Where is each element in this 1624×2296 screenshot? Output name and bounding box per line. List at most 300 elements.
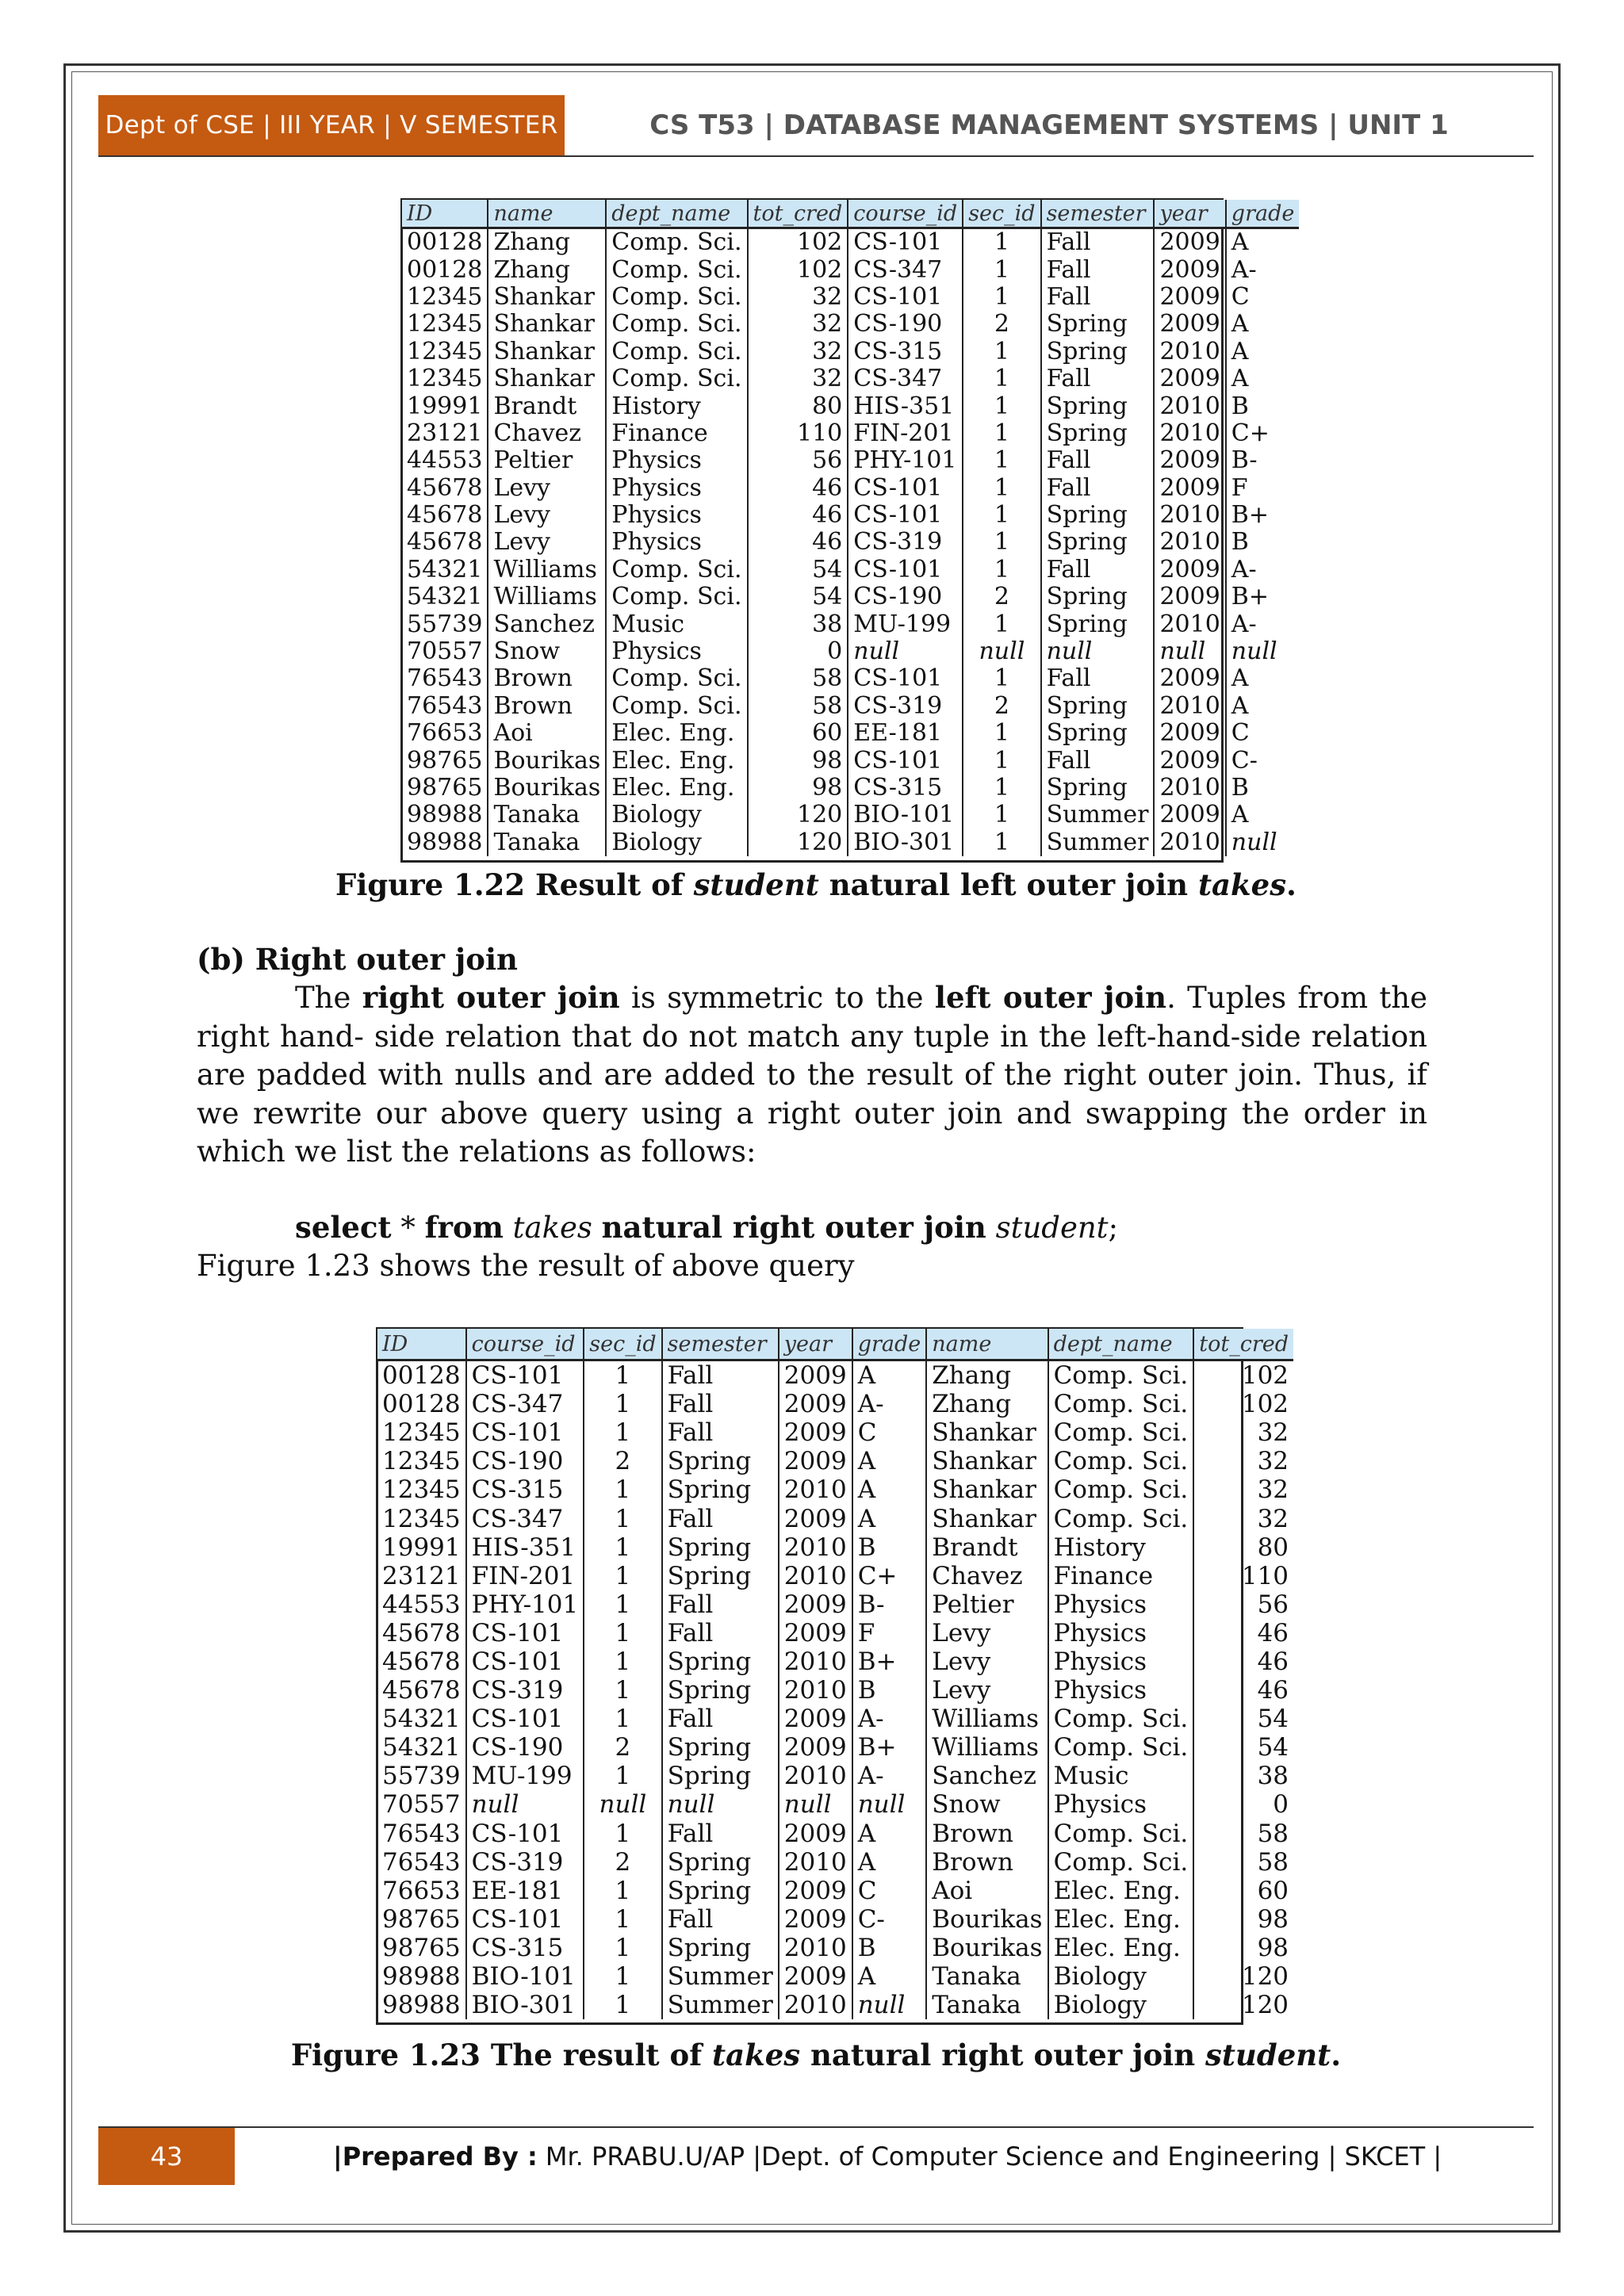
table-cell: 60 [748,720,848,747]
table-cell: 2010 [779,1991,852,2019]
table-cell: Aoi [488,720,606,747]
table-cell: Elec. Eng. [1048,1934,1194,1962]
table-cell: 1 [963,665,1040,692]
table-cell: Elec. Eng. [606,747,747,774]
footer-prepared-rest: Mr. PRABU.U/AP |Dept. of Computer Science and Engineering | SKCET | [545,2141,1442,2172]
table-cell: Brown [488,665,606,692]
table-cell: A [852,1820,927,1848]
table-cell: Shankar [488,311,606,338]
table-cell: null [963,638,1040,665]
table-cell: Spring [662,1848,779,1877]
table-cell: C+ [1231,419,1270,447]
table-cell: Tanaka [926,1991,1048,2019]
table-cell: A- [852,1762,927,1790]
table-cell: Chavez [488,420,606,447]
table-cell: CS-101 [848,747,963,774]
table-cell: Elec. Eng. [606,720,747,747]
table-cell: Spring [1041,775,1155,802]
table-row [377,1562,1293,1590]
table-cell: 1 [963,339,1040,365]
table-cell: Shankar [926,1475,1048,1504]
table-cell: 110 [748,420,848,447]
table-cell: 1 [584,1619,661,1647]
table-cell: 1 [963,747,1040,774]
table-cell: CS-101 [848,475,963,502]
table-row [377,1390,1293,1418]
table-cell: 1 [584,1762,661,1790]
table-cell: History [606,392,747,419]
table-cell: Levy [926,1619,1048,1647]
table-cell: Physics [1048,1619,1194,1647]
table-row [402,392,1299,419]
table-cell: BIO-301 [466,1991,584,2019]
table-cell: Fall [1041,557,1155,584]
table-cell: 98 [748,747,848,774]
table-cell: A [852,1962,927,1991]
table-cell: 1 [963,475,1040,502]
table-cell: 1 [963,829,1040,856]
table-cell: 12345 [402,365,488,392]
table-cell: 102 [1241,1361,1289,1391]
table-cell: 1 [963,557,1040,584]
column-header: semester [1041,200,1155,228]
table-row [402,557,1299,584]
table-row [377,1934,1293,1962]
table-cell: 44553 [402,447,488,474]
table-cell: CS-347 [848,256,963,283]
column-header: semester [662,1329,779,1360]
table-cell: 2010 [1154,392,1225,419]
table-cell: A [1231,228,1249,257]
table-cell: null [1231,637,1277,666]
table-cell: 102 [748,256,848,283]
table-cell: 98 [1257,1933,1289,1962]
table-cell: 1 [584,1390,661,1418]
table-cell: Spring [1041,529,1155,556]
table-cell: CS-101 [466,1619,584,1647]
table-row [377,1360,1293,1391]
table-cell: Brown [926,1848,1048,1877]
table-cell: Bourikas [926,1934,1048,1962]
table-cell: CS-319 [848,529,963,556]
table-cell: 98765 [377,1905,466,1934]
table-cell: 2009 [1154,584,1225,610]
table-cell: Spring [662,1733,779,1762]
table-cell: 1 [963,610,1040,637]
para-right-outer-join: right outer join [362,980,620,1015]
table-row [402,339,1299,365]
table-cell: 19991 [402,392,488,419]
table-row [402,747,1299,774]
caption2-relation-takes: takes [712,2038,801,2072]
table-cell: 2009 [1154,557,1225,584]
table-cell: CS-101 [466,1820,584,1848]
table-cell: Levy [926,1676,1048,1705]
table-cell: B [1231,528,1249,557]
column-header: year [779,1329,852,1360]
table-cell: EE-181 [466,1877,584,1905]
table-cell: Fall [662,1504,779,1533]
table-cell: 12345 [402,311,488,338]
table-cell: A- [1231,255,1257,284]
table-cell: Shankar [926,1504,1048,1533]
table-row [377,1733,1293,1762]
table-cell: Shankar [926,1418,1048,1447]
table-cell: 2009 [779,1390,852,1418]
table-cell: 32 [1257,1447,1289,1476]
table-cell: Spring [1041,392,1155,419]
table-cell: 2010 [779,1533,852,1562]
table-cell: Tanaka [488,829,606,856]
sql-star: * [391,1211,425,1245]
table-cell: 55739 [377,1762,466,1790]
table-cell: 1 [584,1676,661,1705]
table-cell: CS-319 [466,1676,584,1705]
table-cell: Peltier [926,1590,1048,1619]
sql-student: student [986,1211,1109,1245]
table-cell: 76543 [402,693,488,720]
table-cell: Zhang [926,1390,1048,1418]
table-cell: 1 [584,1562,661,1590]
table-cell: 32 [1257,1504,1289,1533]
table-cell: Zhang [488,228,606,257]
table-cell: Zhang [926,1360,1048,1391]
table-cell: 00128 [377,1360,466,1391]
table-cell: Comp. Sci. [1048,1820,1194,1848]
table-cell: 54321 [377,1705,466,1733]
table-row [377,1877,1293,1905]
table-cell: C [852,1418,927,1447]
table-cell: Levy [488,529,606,556]
table-cell: History [1048,1533,1194,1562]
table-cell: FIN-201 [466,1562,584,1590]
table-cell: B [852,1676,927,1705]
table-row [377,1762,1293,1790]
table-cell: 98 [748,775,848,802]
table-cell: null [1041,638,1155,665]
table-cell: 2010 [1154,420,1225,447]
table-cell: Snow [926,1790,1048,1819]
table-cell: Comp. Sci. [1048,1418,1194,1447]
table-cell: 2010 [779,1562,852,1590]
table-cell: 2009 [779,1619,852,1647]
caption2-suffix: . [1331,2038,1342,2072]
table-cell: 1 [963,502,1040,529]
table-cell: CS-101 [848,502,963,529]
table-cell: 58 [1257,1819,1289,1848]
table-cell: null [584,1790,661,1819]
table-cell: 2009 [779,1705,852,1733]
table-row [402,447,1299,474]
table-cell: 54 [748,557,848,584]
caption2-prefix: Figure 1.23 The result of [290,2038,712,2072]
table-cell: 76543 [377,1848,466,1877]
footer-credits [333,2128,1442,2185]
table-cell: 58 [748,693,848,720]
header-dept-label: Dept of CSE | III YEAR | V SEMESTER [98,95,565,155]
table-cell: 1 [963,447,1040,474]
table-cell: 1 [584,1877,661,1905]
table-cell: Fall [1041,365,1155,392]
table-cell: 1 [584,1533,661,1562]
table-cell: 55739 [402,610,488,637]
table-cell: 46 [1257,1647,1289,1676]
table-cell: 1 [963,256,1040,283]
table-cell: 2010 [1154,529,1225,556]
table-cell: null [852,1790,927,1819]
table-cell: A [852,1475,927,1504]
table-cell: CS-315 [466,1934,584,1962]
table-cell: 46 [748,529,848,556]
table-row [402,693,1299,720]
column-header: tot_cred [1193,1329,1293,1360]
table-row [402,365,1299,392]
table-cell: A [852,1360,927,1391]
table-cell: 98 [1257,1904,1289,1934]
table-cell: 1 [584,1820,661,1848]
table-cell: 46 [748,475,848,502]
table-cell: Spring [1041,420,1155,447]
table-cell: A [1231,801,1249,829]
table-row [377,1533,1293,1562]
table-cell: CS-190 [466,1447,584,1475]
table-cell: 2010 [779,1934,852,1962]
table-cell: Biology [606,829,747,856]
table-cell: Summer [662,1962,779,1991]
page-number: 43 [98,2128,235,2185]
table-cell: PHY-101 [848,447,963,474]
table-cell: 32 [748,284,848,311]
table-cell: Shankar [488,284,606,311]
table-cell: Fall [662,1619,779,1647]
table-cell: Spring [662,1447,779,1475]
table-cell: 2009 [779,1733,852,1762]
table-cell: 54321 [377,1733,466,1762]
table-cell: 2009 [779,1504,852,1533]
table-cell: 2009 [1154,365,1225,392]
table-cell: 0 [748,638,848,665]
table-cell: Comp. Sci. [606,284,747,311]
para-rest: . Tuples from the right hand- side relation that do not match any tuple in the left-hand-side relation are padded with nulls and are added to the result of the right outer join. Thus, if we rewrite our above query using a right outer join and swapping the order in which we list the relations as follows: [197,981,1428,1169]
table-cell: B+ [1231,583,1269,611]
table-cell: 2009 [1154,284,1225,311]
table-cell: Zhang [488,256,606,283]
table-cell: B- [852,1590,927,1619]
table-cell: Shankar [926,1447,1048,1475]
table-cell: 2010 [779,1676,852,1705]
table-cell: Comp. Sci. [606,584,747,610]
table-cell: Fall [662,1418,779,1447]
table-cell: A [1231,664,1249,693]
column-header: tot_cred [748,200,848,228]
table-cell: Spring [662,1762,779,1790]
table-cell: 56 [1257,1590,1289,1619]
table-cell: 32 [748,339,848,365]
table-cell: 1 [584,1360,661,1391]
table-row [402,829,1299,856]
table-cell: CS-190 [466,1733,584,1762]
table-row [402,529,1299,556]
column-header: year [1154,200,1225,228]
table-cell: 32 [1257,1475,1289,1505]
table-row [402,284,1299,311]
table-row [377,1790,1293,1819]
right-outer-join-table [377,1329,1293,2019]
table-cell: 2010 [1154,339,1225,365]
table2-header-row [377,1329,1293,1360]
table-cell: A- [852,1390,927,1418]
table-cell: Spring [662,1877,779,1905]
table-cell: 2010 [1154,775,1225,802]
table-cell: Summer [662,1991,779,2019]
table-cell: Physics [1048,1790,1194,1819]
table-cell: 45678 [402,529,488,556]
table-cell: CS-101 [466,1418,584,1447]
table-cell: Fall [1041,228,1155,257]
header-course-title: CS T53 | DATABASE MANAGEMENT SYSTEMS | UNIT 1 [649,109,1449,141]
table-row [377,1504,1293,1533]
table-row [402,584,1299,610]
table-cell: 2009 [1154,665,1225,692]
sql-from: from [424,1210,504,1245]
table-cell: 56 [748,447,848,474]
table-cell: Comp. Sci. [1048,1848,1194,1877]
table-cell: Physics [1048,1590,1194,1619]
table-cell: 2009 [1154,802,1225,828]
table-cell: 80 [1257,1533,1289,1562]
table-cell: Fall [662,1820,779,1848]
para-mid: is symmetric to the [619,981,935,1015]
table-cell: Spring [1041,720,1155,747]
table-cell: 2009 [1154,475,1225,502]
table-cell: 2009 [1154,228,1225,257]
table-cell: 32 [1257,1418,1289,1448]
table-cell: 1 [963,420,1040,447]
sql-select: select [295,1210,392,1245]
table-cell: 2 [584,1733,661,1762]
table-cell: Comp. Sci. [1048,1475,1194,1504]
table-cell: 23121 [402,420,488,447]
table-cell: Physics [606,502,747,529]
table-cell: 2010 [779,1647,852,1676]
table-row [377,1820,1293,1848]
table-cell: 98988 [402,829,488,856]
table-cell: Comp. Sci. [606,228,747,257]
table-cell: 1 [584,1905,661,1934]
table-cell: 12345 [377,1447,466,1475]
table-cell: Sanchez [926,1762,1048,1790]
figure-1-23-caption [98,2038,1534,2072]
table-cell: Comp. Sci. [1048,1504,1194,1533]
table-cell: Spring [662,1562,779,1590]
table-row [377,1475,1293,1504]
sql-semicolon: ; [1108,1211,1119,1245]
table-cell: Physics [606,638,747,665]
table-cell: null [1231,828,1277,856]
table-cell: Biology [1048,1962,1194,1991]
table-cell: C- [1231,746,1258,775]
table-cell: Spring [1041,339,1155,365]
table-cell: Comp. Sci. [1048,1360,1194,1391]
table-cell: null [466,1790,584,1819]
table-cell: C [852,1877,927,1905]
table-cell: Brandt [488,392,606,419]
table-cell: Spring [1041,610,1155,637]
left-outer-join-table [402,200,1299,856]
table-cell: Bourikas [926,1905,1048,1934]
table-cell: B+ [852,1647,927,1676]
table-cell: A [1231,310,1249,339]
table-cell: Comp. Sci. [606,311,747,338]
table-cell: Fall [1041,665,1155,692]
para-left-outer-join: left outer join [934,980,1167,1015]
table-cell: Music [1048,1762,1194,1790]
table-cell: 76543 [402,665,488,692]
table-cell: Physics [606,529,747,556]
figure-1-22-caption [98,867,1534,902]
caption1-suffix: . [1286,867,1297,902]
table-cell: Bourikas [488,775,606,802]
table-cell: 110 [1241,1561,1289,1590]
table-cell: 2010 [1154,502,1225,529]
column-header: dept_name [1048,1329,1194,1360]
table-cell: Biology [1048,1991,1194,2019]
table-cell: 1 [963,284,1040,311]
table-cell: Williams [926,1705,1048,1733]
table-cell: 2 [584,1447,661,1475]
table-row [377,1447,1293,1475]
header-divider [98,155,1534,157]
table-cell: Shankar [488,365,606,392]
table-cell: 1 [584,1705,661,1733]
column-header: ID [402,200,488,228]
table-cell: null [1154,638,1225,665]
sql-followup-text: Figure 1.23 shows the result of above query [197,1249,855,1283]
table-cell: 12345 [377,1504,466,1533]
table-cell: EE-181 [848,720,963,747]
table-cell: Tanaka [488,802,606,828]
table-cell: CS-315 [848,775,963,802]
table-row [377,1962,1293,1991]
caption1-relation-takes: takes [1197,867,1287,902]
table-row [402,311,1299,338]
table-cell: 1 [584,1590,661,1619]
sql-join: natural right outer join [601,1210,986,1245]
column-header: course_id [848,200,963,228]
table-cell: Comp. Sci. [1048,1447,1194,1475]
table-cell: Fall [662,1905,779,1934]
table-cell: 00128 [402,256,488,283]
table-cell: Summer [1041,802,1155,828]
table-row [377,1848,1293,1877]
table-cell: 102 [748,228,848,257]
table-cell: Comp. Sci. [606,693,747,720]
table-cell: 45678 [402,475,488,502]
table-cell: B+ [1231,501,1269,530]
table-cell: CS-190 [848,584,963,610]
sql-query [295,1208,1526,1248]
table-row [377,1905,1293,1934]
table-cell: 1 [584,1418,661,1447]
table-cell: A [1231,337,1249,365]
table-cell: 1 [963,529,1040,556]
table-cell: 2010 [1154,829,1225,856]
table-cell: Fall [1041,284,1155,311]
table-cell: null [662,1790,779,1819]
table-cell: C- [852,1905,927,1934]
table-cell: 58 [748,665,848,692]
column-header: name [926,1329,1048,1360]
